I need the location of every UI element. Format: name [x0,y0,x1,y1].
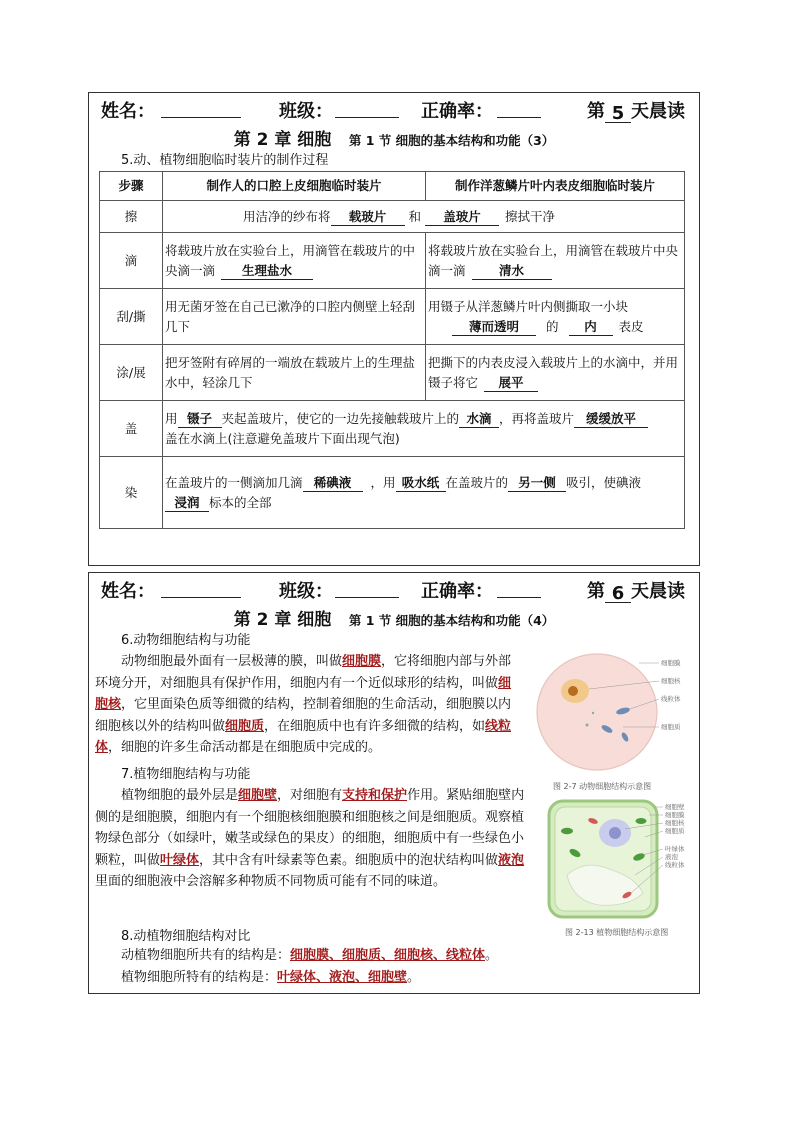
section-heading: 8.动植物细胞结构对比 [121,929,251,944]
step-cell: 滴 [100,233,163,289]
header-onion: 制作洋葱鳞片叶内表皮细胞临时装片 [426,172,685,201]
right-cell [426,289,685,345]
figure-caption: 图 2-7 动物细胞结构示意图 [553,782,652,791]
answer-blank[interactable]: 镊子 [178,411,222,428]
step-cell: 刮/撕 [100,289,163,345]
answer-text: 液泡 [498,852,525,868]
text: 和 [408,208,422,224]
answer-text: 叶绿体 [160,852,200,868]
header-human: 制作人的口腔上皮细胞临时装片 [163,172,426,201]
worksheet-day6 [88,572,700,994]
day-prefix: 第 [587,581,605,602]
text: ，对细胞有 [277,788,343,803]
label-cytoplasm: 细胞质 [665,827,685,835]
right-cell [426,233,685,289]
text: 把撕下的内表皮浸入载玻片上的水滴中，并用镊子将它 [428,354,679,390]
procedure-table [99,171,685,529]
text: 植物细胞的最外层是 [121,788,239,803]
text: 将载玻片放在实验台上，用滴管在载玻片的中央滴一滴 [165,242,416,278]
answer-blank[interactable]: 清水 [472,263,552,280]
class-label: 班级： [279,581,333,602]
answer-blank[interactable]: 缓缓放平 [574,411,648,428]
chapter-title: 第 2 章 细胞 [233,610,332,630]
text: 。 [485,948,499,963]
answer-text: 支持和保护 [342,788,408,803]
text: 吸引，使碘液 [566,474,642,490]
text: 植物细胞所特有的结构是： [121,970,278,985]
table-header-row [100,172,685,201]
label-cytoplasm: 细胞质 [661,723,681,731]
animal-cell-paragraph [95,651,521,759]
answer-blank[interactable]: 盖玻片 [425,209,499,226]
subheading: 5.动、植物细胞临时装片的制作过程 [121,153,329,168]
text: ，它将细胞内部与外部环境分开，对细胞具有保护作用，细胞内有一个近似球形的结构，叫做 [95,654,512,691]
label-vacuole: 液泡 [665,853,678,861]
text: 夹起盖玻片，使它的一边先接触载玻片上的 [221,410,460,426]
answer-blank[interactable]: 稀碘液 [303,475,363,492]
page-title [89,125,699,150]
text: ，用 [370,474,396,490]
answer-text: 细胞膜 [342,654,382,669]
answer-blank[interactable]: 吸水纸 [396,475,446,492]
header-step: 步骤 [100,172,163,201]
text: 动物细胞最外面有一层极薄的膜，叫做 [121,654,343,669]
text: ，再将盖玻片 [499,410,575,426]
label-nucleus: 细胞核 [661,677,681,685]
label-chloroplast: 叶绿体 [665,845,685,853]
class-label: 班级： [279,101,333,122]
figure-caption: 图 2-13 植物细胞结构示意图 [565,928,669,937]
accuracy-blank[interactable] [497,97,541,118]
step-cell: 擦 [100,201,163,233]
section-title: 第 1 节 细胞的基本结构和功能（3） [348,133,555,148]
day-label [587,97,685,123]
day-suffix: 天晨读 [631,101,685,122]
left-cell: 把牙签附有碎屑的一端放在载玻片上的生理盐水中，轻涂几下 [163,345,426,401]
label-mitochondria: 线粒体 [661,695,681,703]
text: 里面的细胞液中会溶解多种物质不同物质可能有不同的味道。 [95,874,447,889]
plant-cell-diagram [545,797,695,923]
text: 用镊子从洋葱鳞片叶内侧撕取一小块 [428,298,629,314]
row-text [163,401,685,457]
class-blank[interactable] [335,577,399,598]
answer-blank[interactable]: 薄而透明 [452,319,536,336]
accuracy-blank[interactable] [497,577,541,598]
text: 。 [407,970,421,985]
worksheet-day5 [88,92,700,566]
text: 在盖玻片的一侧滴加几滴 [165,474,303,490]
name-label: 姓名： [101,101,155,122]
name-blank[interactable] [161,577,241,598]
answer-text: 叶绿体、液泡、细胞壁 [277,970,408,985]
step-cell: 涂/展 [100,345,163,401]
answer-text: 细胞质 [225,718,265,734]
step-cell: 盖 [100,401,163,457]
left-cell: 用无菌牙签在自己已漱净的口腔内侧壁上轻刮几下 [163,289,426,345]
section-heading: 6.动物细胞结构与功能 [121,633,251,648]
text: 标本的全部 [209,494,272,510]
chapter-title: 第 2 章 细胞 [233,130,332,150]
answer-blank[interactable]: 浸润 [165,495,209,512]
day-label [587,577,685,603]
day-suffix: 天晨读 [631,581,685,602]
class-blank[interactable] [335,97,399,118]
answer-text: 细胞膜、细胞质、细胞核、线粒体 [290,948,486,963]
name-blank[interactable] [161,97,241,118]
text: 盖在水滴上(注意避免盖玻片下面出现气泡) [165,430,400,446]
left-cell [163,233,426,289]
page-title [89,605,699,630]
answer-blank[interactable]: 另一侧 [508,475,566,492]
answer-blank[interactable]: 水滴 [459,411,499,428]
table-row [100,345,685,401]
label-cell-membrane: 细胞膜 [665,811,685,819]
text: ，它里面染色质等细微的结构，控制着细胞的生命活动，细胞膜以内细胞核以外的结构叫做 [95,697,512,734]
section-title: 第 1 节 细胞的基本结构和功能（4） [348,613,555,628]
table-row [100,401,685,457]
plant-cell-paragraph [95,785,535,893]
text: 擦拭干净 [505,208,556,224]
text: 在盖玻片的 [445,474,509,490]
header-row [99,97,689,123]
text: 用 [165,410,178,426]
text: ，其中含有叶绿素等色素。细胞质中的泡状结构叫做 [199,852,499,868]
text: 动植物细胞所共有的结构是： [121,948,291,963]
answer-blank[interactable]: 内 [569,319,613,336]
text: 将载玻片放在实验台上，用滴管在载玻片中央滴一滴 [428,242,679,278]
step-cell: 染 [100,457,163,529]
right-cell [426,345,685,401]
header-row [99,577,689,603]
text: 作用。紧贴细胞壁内侧的是细胞膜，细胞内有一个细胞核细胞膜和细胞核之间是细胞质。观察植物绿色部分（如绿叶，嫩茎或绿色的果皮）的细胞，细胞质中有一些绿色小颗粒，叫做 [95,788,525,868]
answer-blank[interactable]: 生理盐水 [221,263,313,280]
label-cell-membrane: 细胞膜 [661,659,681,667]
table-row [100,233,685,289]
text: 用洁净的纱布将 [243,208,331,224]
section-heading: 7.植物细胞结构与功能 [121,767,251,782]
name-label: 姓名： [101,581,155,602]
table-row [100,201,685,233]
label-mitochondria: 线粒体 [665,861,685,869]
answer-blank[interactable]: 载玻片 [331,209,405,226]
text: ，在细胞质中也有许多细微的结构，如 [264,718,486,734]
plant-only-structures-line [121,967,641,989]
table-row [100,289,685,345]
answer-blank[interactable]: 展平 [484,375,538,392]
row-text [163,201,685,233]
answer-text: 细胞壁 [238,788,278,803]
label-nucleus: 细胞核 [665,819,685,827]
text: 表皮 [618,318,644,334]
text: ，细胞的许多生命活动都是在细胞质中完成的。 [108,740,382,755]
table-row [100,457,685,529]
row-text [163,457,685,529]
day-prefix: 第 [587,101,605,122]
accuracy-label: 正确率： [421,101,493,122]
common-structures-line [121,945,641,967]
day-number: 5 [605,103,631,123]
day-number: 6 [605,583,631,603]
label-cell-wall: 细胞壁 [665,803,685,811]
animal-cell-diagram [535,649,695,775]
answer-text: 线粒体 [95,718,512,755]
answer-text: 细胞核 [95,675,512,712]
accuracy-label: 正确率： [421,581,493,602]
text: 的 [546,318,559,334]
